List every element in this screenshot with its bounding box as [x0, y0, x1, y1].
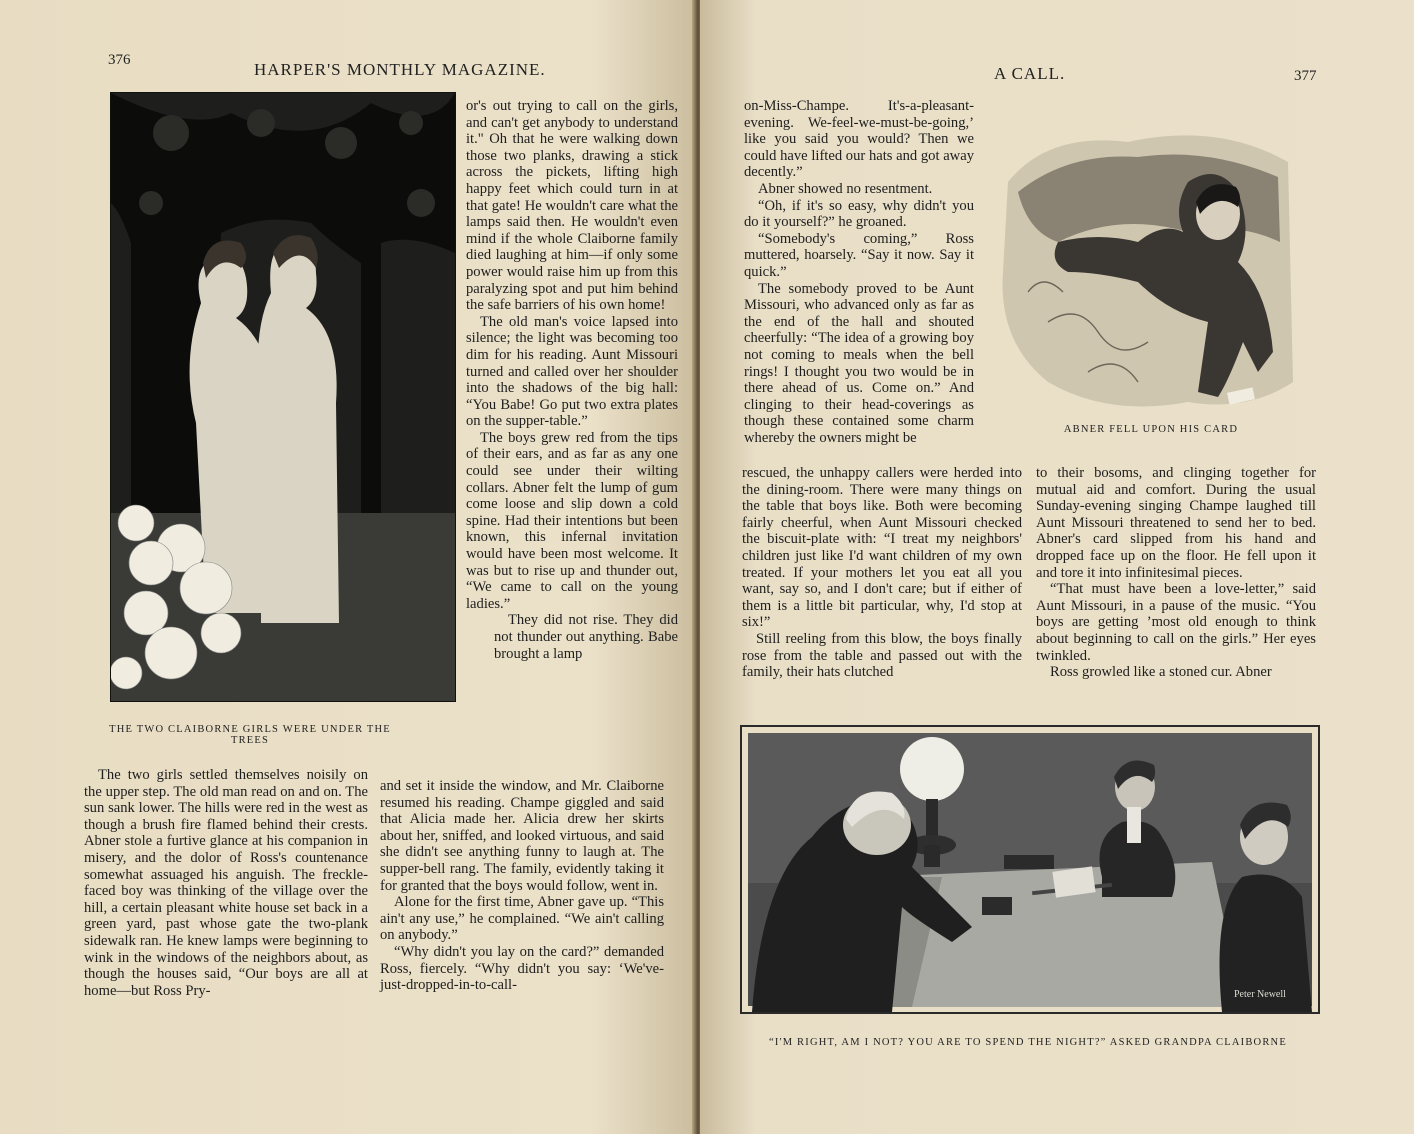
paragraph: The two girls settled themselves noisily on the upper step. The old man read on and on. The sun sank lower. The hills were red in the west as though a brush fire flamed behind their crests. Abner stole a furtive glance at his companion in misery, and the dolor of Ross's countenance somewhat assuaged his anguish. The freckle-faced boy was thinking of the village over the hill, a certain pleasant white house set back in a green yard, past whose gate the two-plank sidewalk ran. He knew lamps were beginning to wink in the windows of the neighbors about, as though the houses said, “Our boys are all at home—but Ross Pry- — [84, 767, 368, 999]
abner-card-drawing — [988, 122, 1298, 417]
paragraph: “Somebody's coming,” Ross muttered, hoarsely. “Say it now. Say it quick.” — [744, 230, 974, 280]
paragraph: “Why didn't you lay on the card?” demanded Ross, fiercely. “Why didn't you say: ‘We've-just-dropped-in-to-call- — [380, 943, 664, 994]
left-page — [0, 0, 696, 1134]
grandpa-claiborne-drawing — [742, 727, 1318, 1012]
right-page-lower-right-column — [1036, 465, 1316, 681]
illustration-two-girls — [110, 92, 456, 702]
right-page-narrow-column — [744, 98, 974, 446]
caption-grandpa-claiborne: “I'M RIGHT, AM I NOT? YOU ARE TO SPEND THE NIGHT?” ASKED GRANDPA CLAIBORNE — [769, 1037, 1287, 1048]
illustration-abner-card — [988, 122, 1298, 417]
paragraph: Abner showed no resentment. — [758, 180, 933, 197]
paragraph: to their bosoms, and clinging together for mutual aid and comfort. During the usual Sunday-evening singing Champe laughed till Aunt Missouri threatened to send her to bed. Abner's card slipped from his hand and dropped face up on the floor. He fell upon it and tore it into infinitesimal pieces. — [1036, 465, 1316, 581]
paragraph: Still reeling from this blow, the boys finally rose from the table and passed out with the family, their hats clutched — [742, 630, 1022, 681]
paragraph: or's out trying to call on the girls, and can't get anybody to understand it." Oh that he were walking down those two planks, drawing a stick across the pickets, lifting high happy feet which could turn in at that gate! He wouldn't care what the lamps said then. He wouldn't even mind if the whole Claiborne family died laughing at him—if only some power would raise him up from this paralyzing spot and put him behind the safe barriers of his own home! — [466, 98, 678, 314]
left-page-bottom-right-column — [380, 778, 664, 994]
running-head-right: A CALL. — [994, 64, 1066, 83]
paragraph: They did not rise. They did not thunder out anything. Babe brought a lamp — [494, 612, 678, 662]
artist-signature: Peter Newell — [1234, 989, 1286, 1000]
paragraph: The boys grew red from the tips of their ears, and as far as any one could see under their wilting collars. Abner felt the lump of gum come loose and slip down a cold spine. Had their intentions but been known, this infernal invitation would have been most welcome. It was but to rise up and thunder out, “We came to call on the young ladies.” — [466, 429, 678, 612]
page-number-right: 377 — [1294, 68, 1317, 84]
two-girls-drawing — [111, 93, 455, 701]
left-page-right-column — [466, 98, 678, 662]
illustration-grandpa-claiborne — [740, 725, 1320, 1014]
caption-two-girls: THE TWO CLAIBORNE GIRLS WERE UNDER THE TREES — [109, 724, 391, 746]
left-page-bottom-left-column — [84, 767, 368, 999]
paragraph: The somebody proved to be Aunt Missouri, who advanced only as far as the end of the hall and shouted cheerfully: “The idea of a growing boy not coming to meals when the bell rings! I thought you two would be in there ahead of us. Come on.” And clinging to their head-coverings as though these contained some charm whereby the owners might be — [744, 280, 974, 446]
right-page-lower-left-column — [742, 465, 1022, 681]
paragraph: Alone for the first time, Abner gave up. “This ain't any use,” he complained. “We ain't calling on anybody.” — [380, 894, 664, 944]
right-page — [700, 0, 1414, 1134]
running-head-left: HARPER'S MONTHLY MAGAZINE. — [254, 60, 546, 79]
paragraph: “Oh, if it's so easy, why didn't you do it yourself?” he groaned. — [744, 197, 974, 231]
paragraph: rescued, the unhappy callers were herded into the dining-room. There were many things on the table that boys like. Both were becoming fairly cheerful, when Aunt Missouri checked the biscuit-plate with: “I treat my neighbors' children just like I'd want children of my own treated. If your mothers let you eat all you want, say so, and I don't care; but if either of them is a little bit particular, why, I'd stop at six!” — [742, 465, 1022, 631]
page-number-left: 376 — [108, 52, 131, 68]
paragraph: “That must have been a love-letter,” said Aunt Missouri, in a pause of the music. “You boys are getting ’most old enough to think about beginning to call on the girls.” Her eyes twinkled. — [1036, 581, 1316, 664]
paragraph: on-Miss-Champe. It's-a-pleasant-evening. We-feel-we-must-be-going,’ like you said you would? Then we could have lifted our hats and got away decently.” — [744, 98, 974, 181]
paragraph: and set it inside the window, and Mr. Claiborne resumed his reading. Champe giggled and said that Alicia made her. Alicia drew her skirts about her, sniffed, and looked virtuous, and said she didn't see anything funny to laugh at. The supper-bell rang. The family, evidently taking it for granted that the boys would follow, went in. — [380, 778, 664, 894]
caption-abner-card: ABNER FELL UPON HIS CARD — [1063, 424, 1239, 435]
paragraph: Ross growled like a stoned cur. Abner — [1050, 664, 1272, 681]
paragraph: The old man's voice lapsed into silence; the light was becoming too dim for his reading. Aunt Missouri turned and called over her shoulder into the shadows of the big hall: “You Babe! Go put two extra plates on the supper-table.” — [466, 313, 678, 430]
